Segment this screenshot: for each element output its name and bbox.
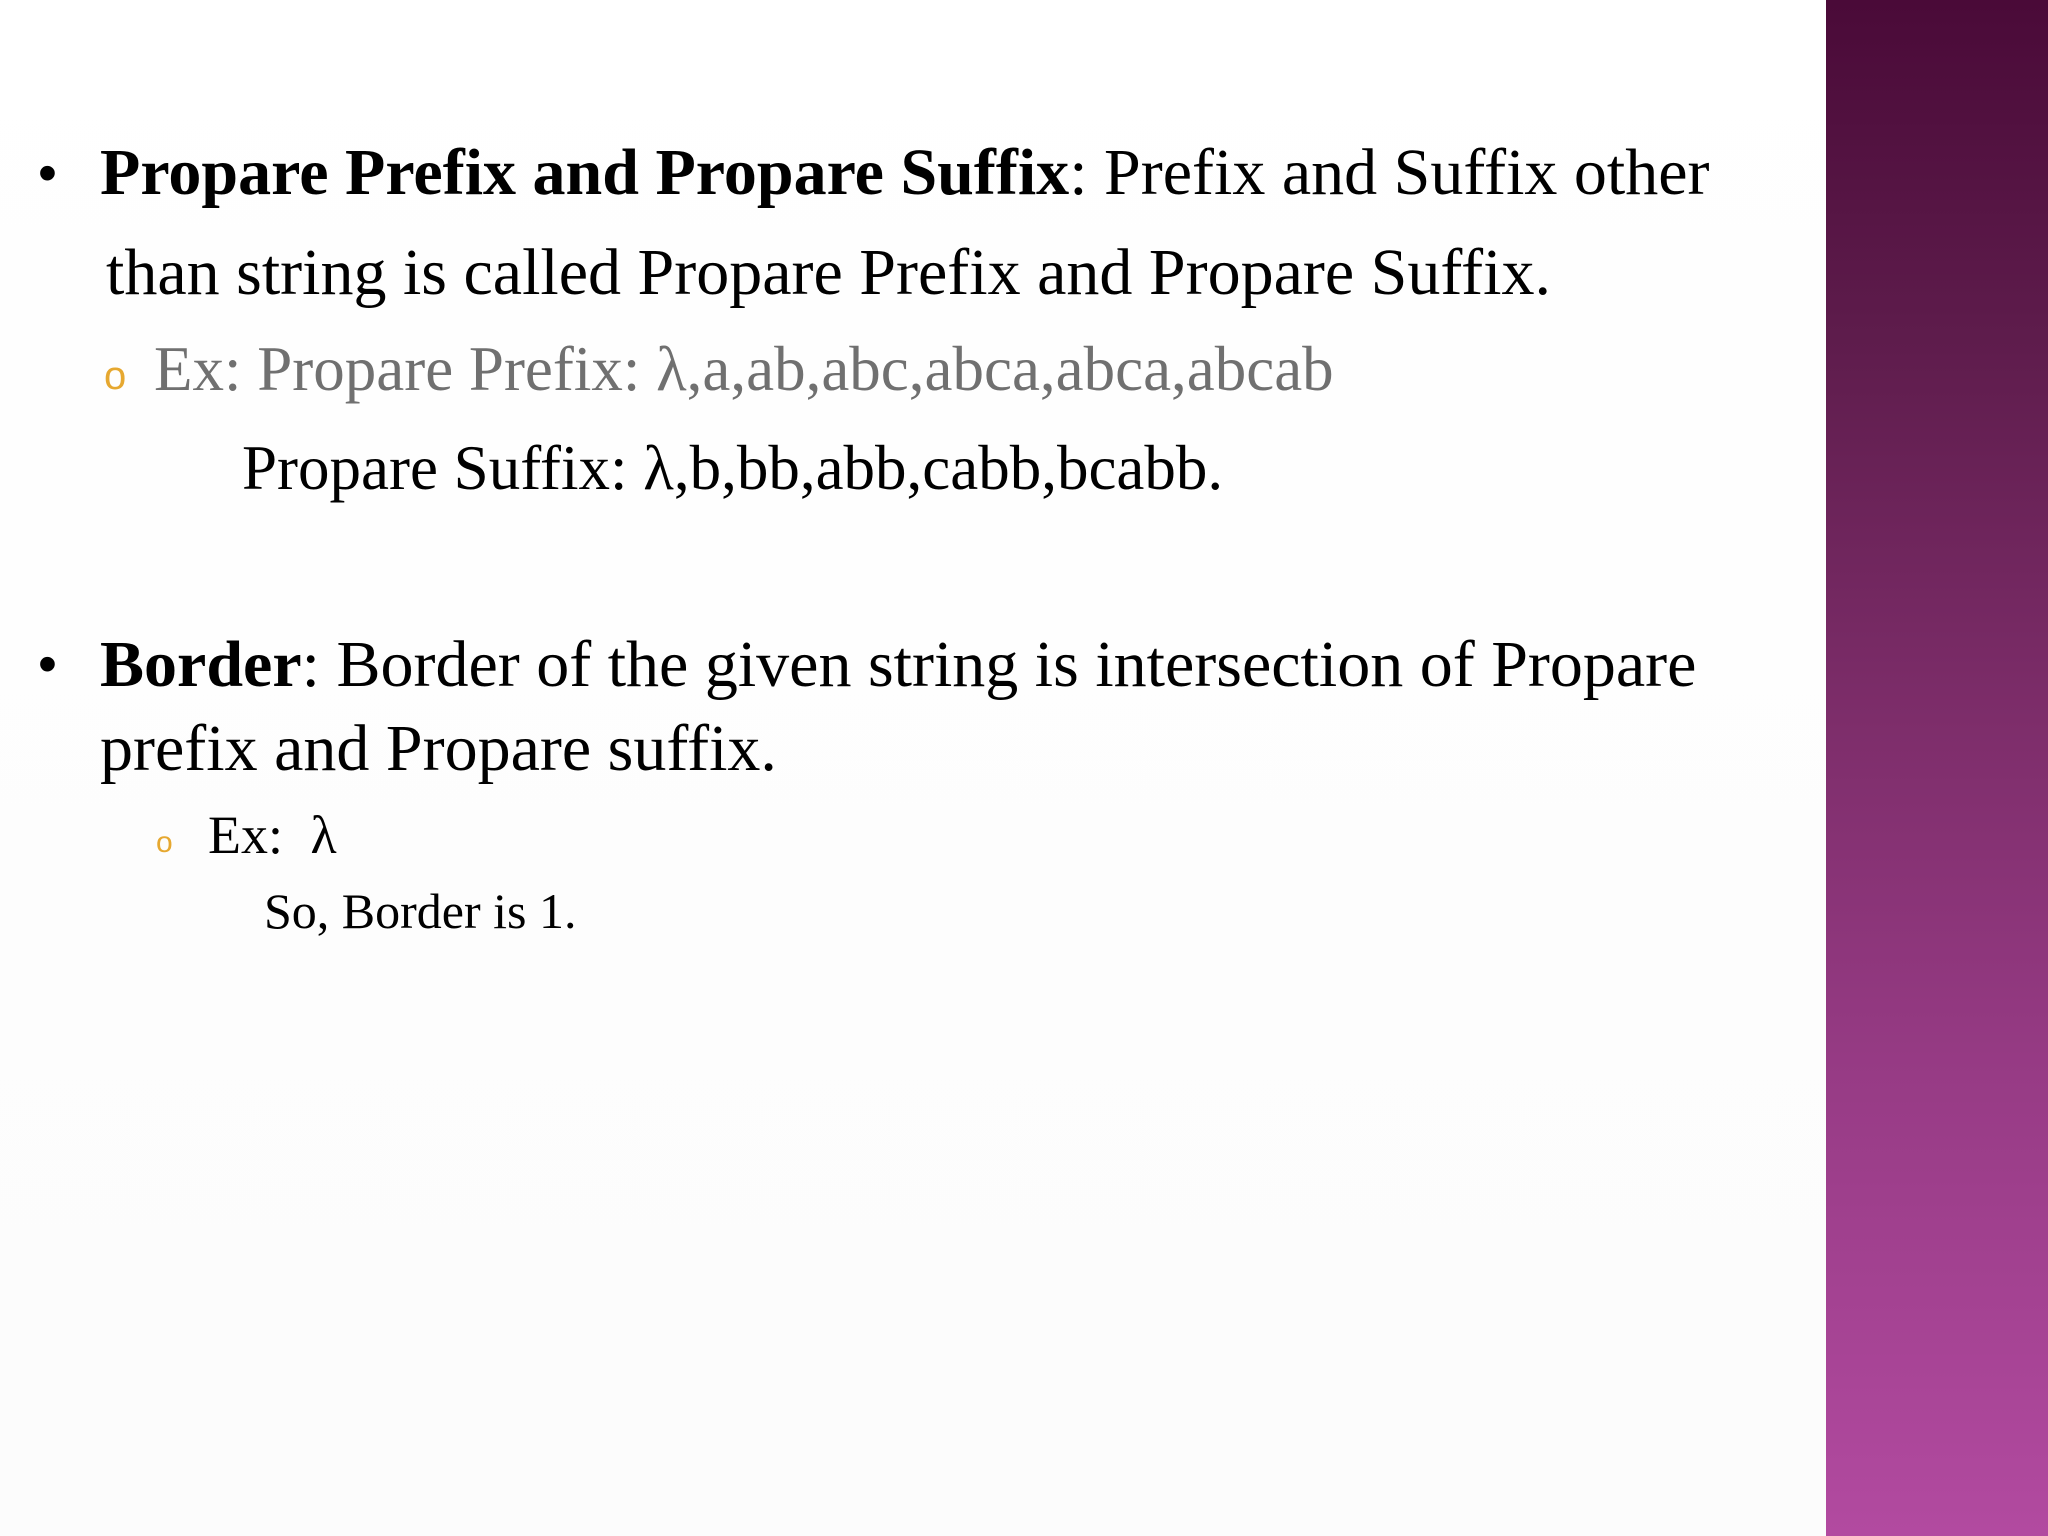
border-result: So, Border is 1. xyxy=(264,883,577,939)
sub-bullet-marker: o xyxy=(104,354,127,398)
bullet-marker: • xyxy=(38,143,57,203)
bullet-1-line-2: than string is called Propare Prefix and Propare Suffix. xyxy=(106,236,1551,309)
sub-bullet-marker: o xyxy=(156,826,173,859)
border-example-value: λ xyxy=(310,805,337,865)
bullet-2-line-2: prefix and Propare suffix. xyxy=(100,712,777,785)
bullet-1-line-1 xyxy=(100,136,1710,209)
border-term: Border xyxy=(100,628,302,701)
example-propare-suffix: Propare Suffix: λ,b,bb,abb,cabb,bcabb. xyxy=(242,433,1224,503)
bullet-marker: • xyxy=(38,634,57,694)
example-propare-prefix: Ex: Propare Prefix: λ,a,ab,abc,abca,abca,abcab xyxy=(154,334,1334,404)
border-example xyxy=(208,805,337,865)
bullet-2-line-1 xyxy=(100,628,1697,701)
bullet-1-definition-line-1: : Prefix and Suffix other xyxy=(1069,136,1710,209)
border-example-label: Ex: xyxy=(208,805,283,865)
propare-prefix-suffix-term: Propare Prefix and Propare Suffix xyxy=(100,136,1070,209)
bullet-2-definition-line-1: : Border of the given string is intersection of Propare xyxy=(301,628,1697,701)
decorative-side-bar xyxy=(1826,0,2048,1536)
